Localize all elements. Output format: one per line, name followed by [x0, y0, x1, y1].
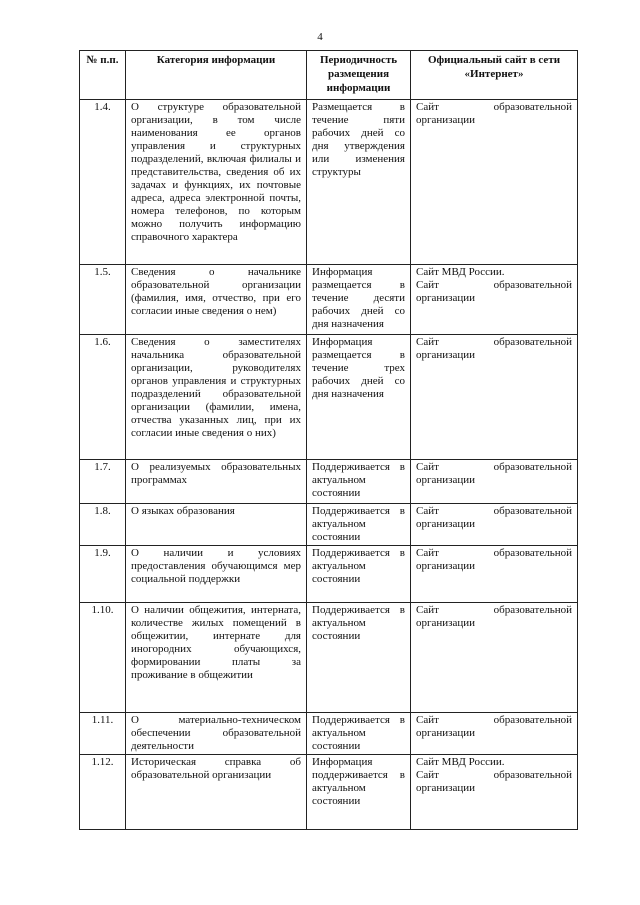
- row-site: [411, 100, 578, 265]
- row-category: О языках образования: [126, 504, 307, 546]
- row-site: [411, 335, 578, 460]
- page-number: 4: [317, 31, 323, 43]
- site-line: Сайт МВД России.: [416, 266, 505, 278]
- row-category: Сведения о заместителях начальника образовательной организации, руководителях органов управления и структурных подразделений образовательной организации (фамилии, имена, отчества указанных лиц, при их согласии иные сведения о них): [126, 335, 307, 460]
- row-periodicity: Размещается в течение пяти рабочих дней со дня утверждения или изменения структуры: [307, 100, 411, 265]
- row-site: [411, 504, 578, 546]
- table-row: [80, 335, 578, 460]
- row-number: 1.4.: [80, 100, 126, 265]
- site-line: Сайт МВД России.: [416, 756, 505, 768]
- row-periodicity: Поддерживается в актуальном состоянии: [307, 603, 411, 713]
- row-category: О наличии и условиях предоставления обучающимся мер социальной поддержки: [126, 546, 307, 603]
- row-site: [411, 755, 578, 830]
- site-line: Сайт образовательной организации: [416, 604, 572, 629]
- row-periodicity: Поддерживается в актуальном состоянии: [307, 504, 411, 546]
- site-line: Сайт образовательной организации: [416, 461, 572, 486]
- site-line: Сайт образовательной организации: [416, 769, 572, 794]
- row-number: 1.5.: [80, 265, 126, 335]
- site-line: Сайт образовательной организации: [416, 279, 572, 304]
- row-site: [411, 460, 578, 504]
- row-site: [411, 603, 578, 713]
- table-row: [80, 504, 578, 546]
- row-category: Сведения о начальнике образовательной организации (фамилия, имя, отчество, при его согласии иные сведения о нем): [126, 265, 307, 335]
- table-body: [80, 100, 578, 830]
- row-category: О материально-техническом обеспечении образовательной деятельности: [126, 713, 307, 755]
- row-site: [411, 713, 578, 755]
- table-row: [80, 603, 578, 713]
- site-line: Сайт образовательной организации: [416, 336, 572, 361]
- site-line: Сайт образовательной организации: [416, 101, 572, 126]
- table-row: [80, 460, 578, 504]
- row-site: [411, 265, 578, 335]
- row-category: Историческая справка об образовательной организации: [126, 755, 307, 830]
- row-number: 1.11.: [80, 713, 126, 755]
- table-header-row: [80, 51, 578, 100]
- row-number: 1.8.: [80, 504, 126, 546]
- row-periodicity: Информация размещается в течение десяти рабочих дней со дня назначения: [307, 265, 411, 335]
- site-line: Сайт образовательной организации: [416, 547, 572, 572]
- row-periodicity: Поддерживается в актуальном состоянии: [307, 460, 411, 504]
- row-number: 1.9.: [80, 546, 126, 603]
- row-category: О наличии общежития, интерната, количестве жилых помещений в общежитии, интернате для иногородних обучающихся, формировании платы за проживание в общежитии: [126, 603, 307, 713]
- row-number: 1.12.: [80, 755, 126, 830]
- header-periodicity: Периодичность размещения информации: [307, 51, 411, 100]
- row-category: О реализуемых образовательных программах: [126, 460, 307, 504]
- header-category: Категория информации: [126, 51, 307, 100]
- table-row: [80, 546, 578, 603]
- row-periodicity: Поддерживается в актуальном состоянии: [307, 713, 411, 755]
- row-site: [411, 546, 578, 603]
- row-category: О структуре образовательной организации, в том числе наименования ее органов управления и структурных подразделений, включая филиалы и представительства, сведения об их задачах и функциях, их почтовые адреса, адреса электронной почты, номера телефонов, по которым можно получить информацию справочного характера: [126, 100, 307, 265]
- row-periodicity: Информация размещается в течение трех рабочих дней со дня назначения: [307, 335, 411, 460]
- information-table: [79, 50, 578, 830]
- table-row: [80, 265, 578, 335]
- row-number: 1.10.: [80, 603, 126, 713]
- header-site: Официальный сайт в сети «Интернет»: [411, 51, 578, 100]
- row-number: 1.6.: [80, 335, 126, 460]
- site-line: Сайт образовательной организации: [416, 505, 572, 530]
- header-number: № п.п.: [80, 51, 126, 100]
- table-row: [80, 713, 578, 755]
- site-line: Сайт образовательной организации: [416, 714, 572, 739]
- row-number: 1.7.: [80, 460, 126, 504]
- table-row: [80, 100, 578, 265]
- table-row: [80, 755, 578, 830]
- row-periodicity: Поддерживается в актуальном состоянии: [307, 546, 411, 603]
- row-periodicity: Информация поддерживается в актуальном состоянии: [307, 755, 411, 830]
